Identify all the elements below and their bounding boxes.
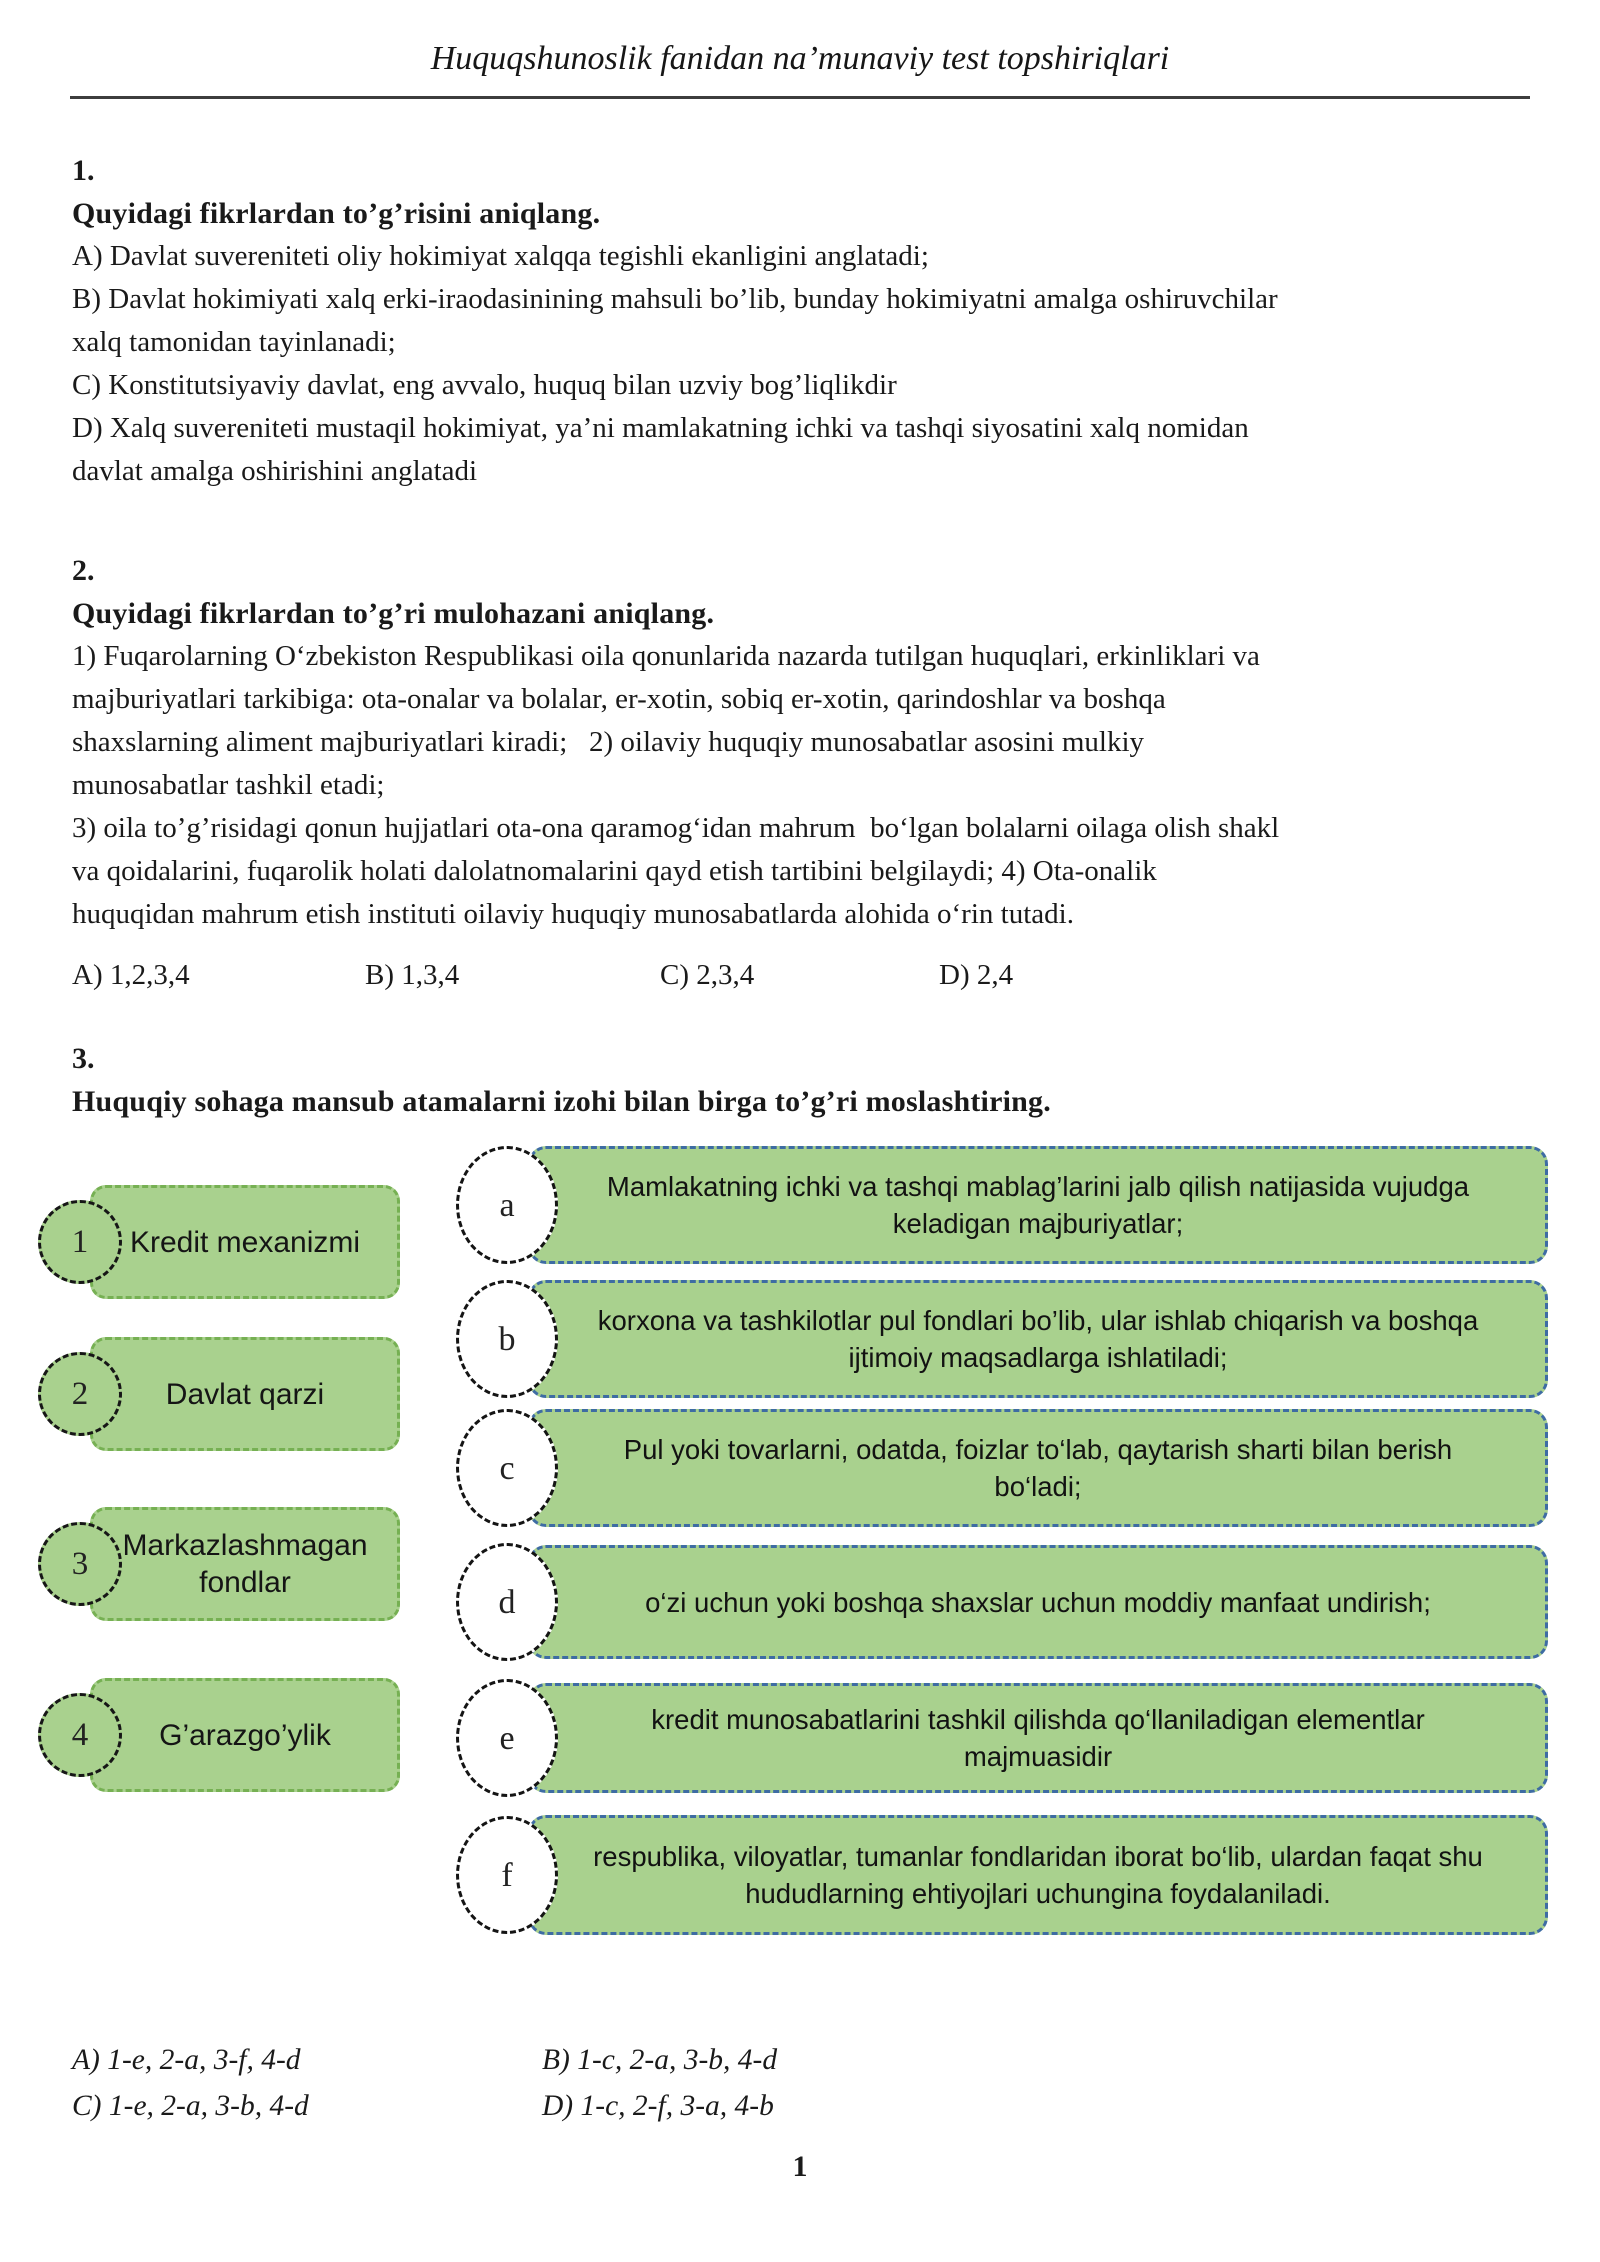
definition-e-letter-badge: e — [456, 1679, 558, 1797]
match-term-1 — [71, 1185, 400, 1299]
definition-b-letter-badge: b — [456, 1280, 558, 1398]
match-definition-c — [499, 1409, 1548, 1527]
page-number: 1 — [792, 2150, 808, 2183]
page-title: Huquqshunoslik fanidan na’munaviy test topshiriqlari — [430, 40, 1170, 77]
question-3-answer-c: C) 1-e, 2-a, 3-b, 4-d — [72, 2090, 309, 2122]
definition-d-box: o‘zi uchun yoki boshqa shaxslar uchun moddiy manfaat undirish; — [528, 1545, 1548, 1659]
match-definition-e — [499, 1683, 1548, 1793]
definition-f-box: respublika, viloyatlar, tumanlar fondlaridan iborat bo‘lib, ulardan faqat shu hududlarning ehtiyojlari uchungina foydalaniladi. — [528, 1815, 1548, 1935]
question-3-answers — [72, 2037, 1528, 2129]
term-4-box: G’arazgo’ylik — [90, 1678, 400, 1792]
question-3-answer-d: D) 1-c, 2-f, 3-a, 4-b — [542, 2090, 774, 2122]
question-2-option-c: C) 2,3,4 — [660, 959, 755, 991]
question-1-option-c: C) Konstitutsiyaviy davlat, eng avvalo, huquq bilan uzviy bog’liqlikdir — [72, 369, 897, 401]
term-2-number-badge: 2 — [38, 1352, 122, 1436]
term-2-box: Davlat qarzi — [90, 1337, 400, 1451]
question-3-number: 3. — [72, 1042, 95, 1075]
question-1 — [72, 149, 1528, 493]
question-2-statement-line: majburiyatlari tarkibiga: ota-onalar va bolalar, er-xotin, sobiq er-xotin, qarindoshlar va boshqa — [72, 683, 1166, 715]
match-term-4 — [71, 1678, 400, 1792]
answers-row-2 — [72, 2083, 1528, 2129]
question-1-option-b-cont: xalq tamonidan tayinlanadi; — [72, 326, 396, 358]
question-2-statement-line: va qoidalarini, fuqarolik holati dalolatnomalarini qayd etish tartibini belgilaydi; 4) Ota-onalik — [72, 855, 1157, 887]
question-1-option-d: D) Xalq suvereniteti mustaqil hokimiyat, ya’ni mamlakatning ichki va tashqi siyosatini xalq nomidan — [72, 412, 1249, 444]
question-2-statement-line: 1) Fuqarolarning O‘zbekiston Respublikasi oila qonunlarida nazarda tutilgan huquqlari, erkinliklari va — [72, 640, 1260, 672]
question-2-statement-line: munosabatlar tashkil etadi; — [72, 769, 385, 801]
page-content — [72, 149, 1528, 2188]
definition-f-letter-badge: f — [456, 1816, 558, 1934]
question-3-answer-a: A) 1-e, 2-a, 3-f, 4-d — [72, 2044, 301, 2076]
question-3-prompt: Huquqiy sohaga mansub atamalarni izohi bilan birga to’g’ri moslashtiring. — [72, 1085, 1051, 1118]
question-1-option-b: B) Davlat hokimiyati xalq erki-iraodasinining mahsuli bo’lib, bunday hokimiyatni amalga oshiruvchilar — [72, 283, 1278, 315]
match-definition-d — [498, 1545, 1548, 1659]
question-2-options-row — [72, 954, 1528, 997]
question-2-number: 2. — [72, 554, 95, 587]
match-term-2 — [71, 1337, 400, 1451]
question-2-statement-line: 3) oila to’g’risidagi qonun hujjatlari ota-ona qaramog‘idan mahrum bo‘lgan bolalarni oilaga olish shakl — [72, 812, 1280, 844]
question-3-answer-b: B) 1-c, 2-a, 3-b, 4-d — [542, 2044, 778, 2076]
question-1-prompt: Quyidagi fikrlardan to’g’risini aniqlang. — [72, 197, 601, 230]
match-definition-f — [501, 1815, 1548, 1935]
question-1-option-a: A) Davlat suvereniteti oliy hokimiyat xalqqa tegishli ekanligini anglatadi; — [72, 240, 929, 272]
definition-c-letter-badge: c — [456, 1409, 558, 1527]
question-3 — [72, 1037, 1528, 2188]
term-1-number-badge: 1 — [38, 1200, 122, 1284]
header-divider — [70, 96, 1530, 99]
definition-d-letter-badge: d — [456, 1543, 558, 1661]
question-2-option-d: D) 2,4 — [939, 959, 1014, 991]
match-term-3 — [71, 1507, 400, 1621]
question-2-statement-line: shaxslarning aliment majburiyatlari kiradi; 2) oilaviy huquqiy munosabatlar asosini mulkiy — [72, 726, 1144, 758]
question-2-option-a: A) 1,2,3,4 — [72, 959, 190, 991]
answers-row-1 — [72, 2037, 1528, 2083]
matching-diagram — [72, 1141, 1528, 1941]
question-2 — [72, 549, 1528, 997]
question-1-option-d-cont: davlat amalga oshirishini anglatadi — [72, 455, 478, 487]
term-3-box: Markazlashmagan fondlar — [90, 1507, 400, 1621]
definition-b-box: korxona va tashkilotlar pul fondlari bo’lib, ular ishlab chiqarish va boshqa ijtimoiy maqsadlarga ishlatiladi; — [528, 1280, 1548, 1398]
definition-c-box: Pul yoki tovarlarni, odatda, foizlar to‘lab, qaytarish sharti bilan berish bo‘ladi; — [528, 1409, 1548, 1527]
term-4-number-badge: 4 — [38, 1693, 122, 1777]
definition-a-letter-badge: a — [456, 1146, 558, 1264]
question-2-prompt: Quyidagi fikrlardan to’g’ri mulohazani aniqlang. — [72, 597, 715, 630]
definition-a-box: Mamlakatning ichki va tashqi mablag’larini jalb qilish natijasida vujudga keladigan majburiyatlar; — [528, 1146, 1548, 1264]
match-definition-b — [498, 1280, 1548, 1398]
question-2-option-b: B) 1,3,4 — [365, 959, 460, 991]
definition-e-box: kredit munosabatlarini tashkil qilishda qo‘llaniladigan elementlar majmuasidir — [528, 1683, 1548, 1793]
term-3-number-badge: 3 — [38, 1522, 122, 1606]
term-1-box: Kredit mexanizmi — [90, 1185, 400, 1299]
match-definition-a — [499, 1146, 1548, 1264]
question-1-number: 1. — [72, 154, 95, 187]
question-2-statement-line: huquqidan mahrum etish instituti oilaviy huquqiy munosabatlarda alohida o‘rin tutadi. — [72, 898, 1074, 930]
